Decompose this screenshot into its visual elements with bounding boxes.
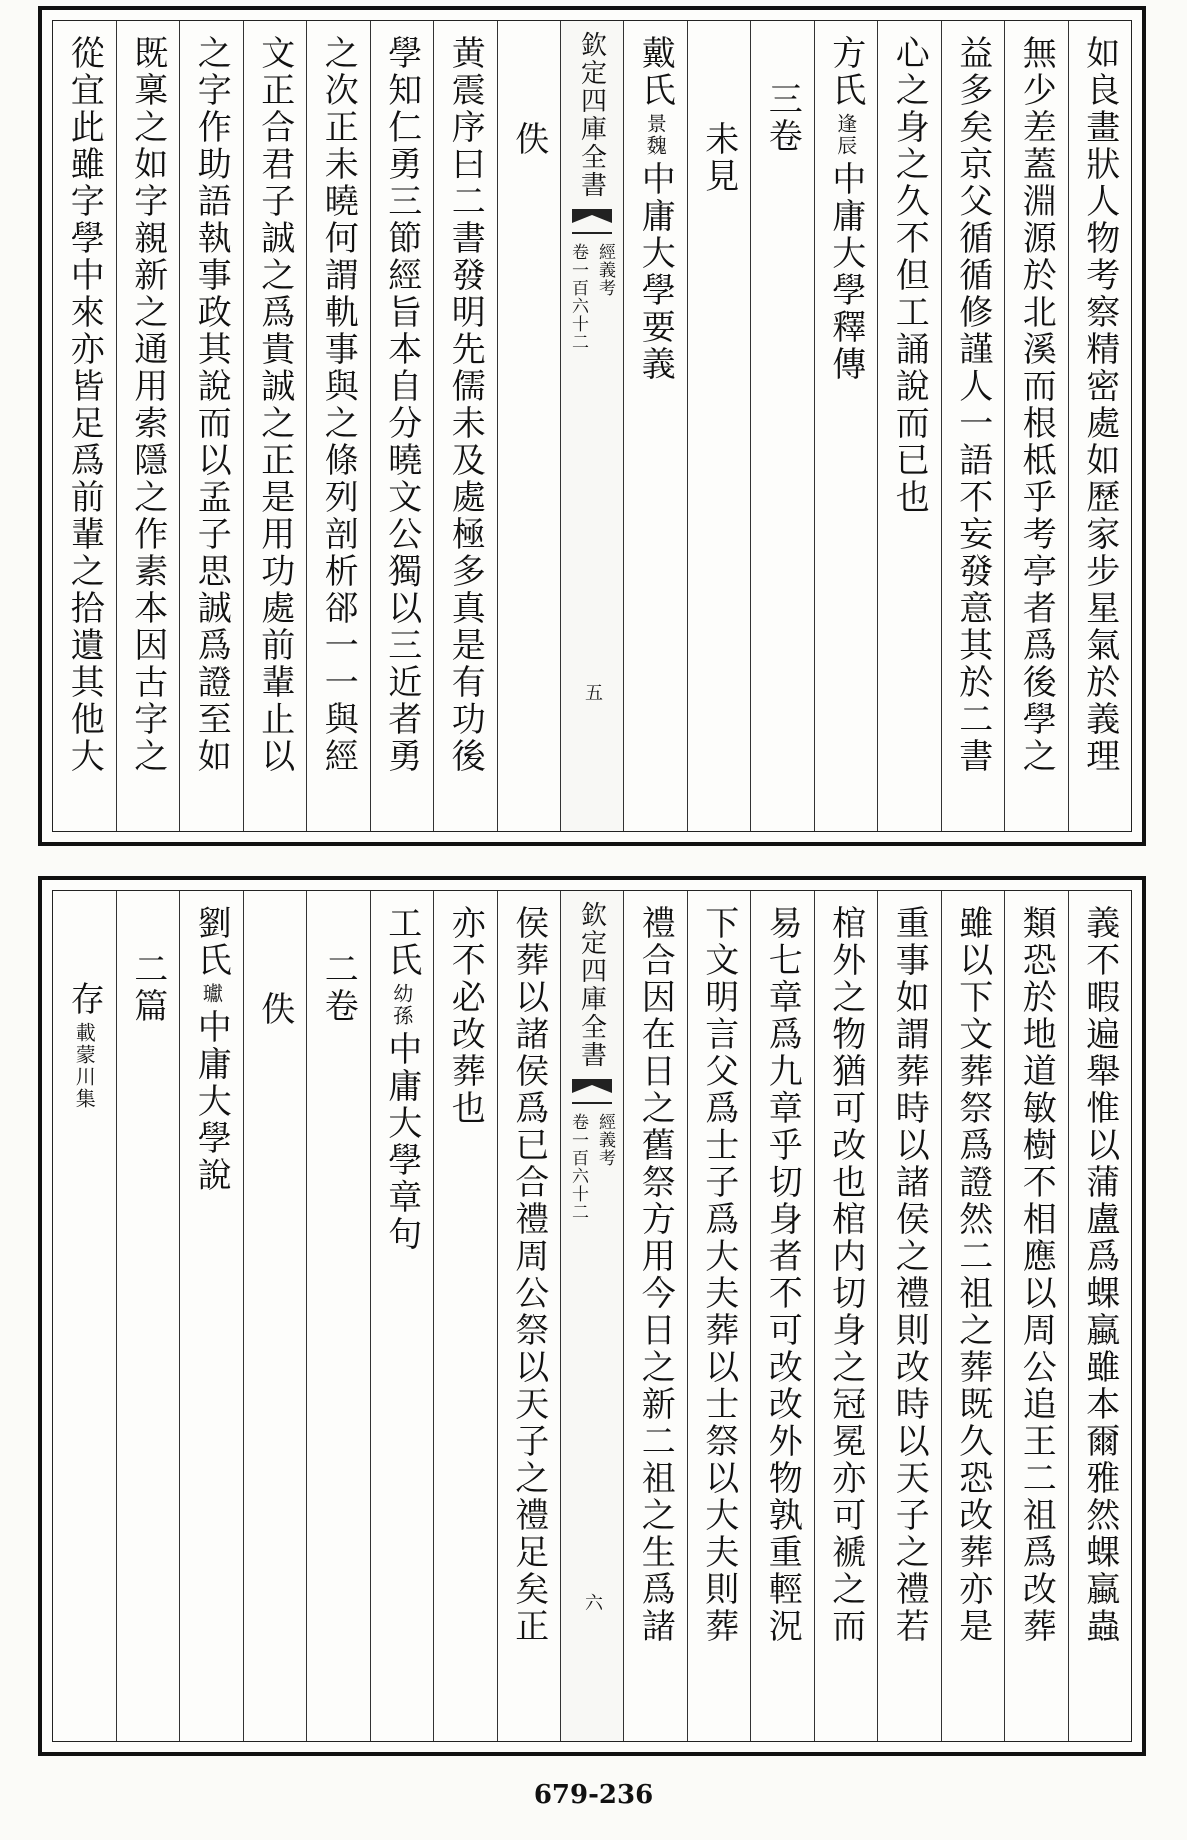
text-column [687, 891, 751, 1741]
column-text: 易七章爲九章乎切身者不可改改外物孰重輕況 [762, 905, 803, 1645]
entry-surname: 戴氏 [635, 35, 676, 109]
text-column [497, 891, 561, 1741]
entry-gong [370, 891, 434, 1741]
column-text: 禮合因在日之舊祭方用今日之新二祖之生爲諸 [635, 905, 676, 1645]
center-book: 經義考 [595, 243, 615, 297]
text-column [243, 21, 307, 831]
text-column [877, 21, 941, 831]
column-text: 之字作助語執事政其說而以孟子思誠爲證至如 [191, 35, 232, 775]
source-note: 載蒙川集 [72, 1022, 97, 1110]
status-text: 未見 [698, 121, 739, 195]
center-title: 欽定四庫全書 [576, 31, 607, 199]
entry-title: 中庸大學要義 [635, 161, 676, 383]
column-text: 既稟之如字親新之通用索隱之作素本因古字之 [127, 35, 168, 775]
entry-dai [623, 21, 687, 831]
entry-title: 中庸大學說 [191, 1009, 232, 1194]
center-volume: 卷一百六十二 [568, 243, 588, 351]
entry-given-name: 幼孫 [389, 983, 414, 1027]
text-column [179, 21, 243, 831]
page-number: 五 [582, 683, 603, 701]
column-text: 下文明言父爲士子爲大夫葬以士祭以大夫則葬 [698, 905, 739, 1645]
text-column [116, 21, 180, 831]
column-text: 侯葬以諸侯爲已合禮周公祭以天子之禮足矣正 [508, 905, 549, 1645]
text-column [306, 891, 370, 1741]
column-text: 從宜此雖字學中來亦皆足爲前輩之拾遺其他大 [64, 35, 105, 775]
fishtail-ornament [572, 209, 612, 235]
center-book: 經義考 [595, 1113, 615, 1167]
column-text: 重事如謂葬時以諸侯之禮則改時以天子之禮若 [889, 905, 930, 1645]
column-text: 義不暇遍舉惟以蒲盧爲蜾蠃雖本爾雅然蜾蠃蟲 [1079, 905, 1120, 1645]
text-column [433, 891, 497, 1741]
text-column [941, 891, 1005, 1741]
entry-surname: 劉氏 [191, 905, 232, 979]
text-column [433, 21, 497, 831]
center-volume: 卷一百六十二 [568, 1113, 588, 1221]
text-column [243, 891, 307, 1741]
top-page [38, 6, 1146, 846]
column-text: 無少差蓋淵源於北溪而根柢乎考亭者爲後學之 [1016, 35, 1057, 775]
column-text: 亦不必改葬也 [445, 905, 486, 1127]
pian-count: 二篇 [127, 951, 168, 1025]
text-column [370, 21, 434, 831]
status-text: 存 [64, 981, 105, 1018]
column-text: 類恐於地道敏樹不相應以周公追王二祖爲改葬 [1016, 905, 1057, 1645]
center-title: 欽定四庫全書 [576, 901, 607, 1069]
text-column [941, 21, 1005, 831]
entry-given-name: 逢辰 [833, 113, 858, 157]
text-column [1004, 891, 1068, 1741]
center-fold [560, 21, 623, 831]
entry-title: 中庸大學章句 [381, 1031, 422, 1253]
entry-surname: 方氏 [825, 35, 866, 109]
entry-liu [179, 891, 243, 1741]
entry-cun [53, 891, 116, 1741]
column-text: 益多矣京父循循修謹人一語不妄發意其於二書 [952, 35, 993, 775]
text-column [116, 891, 180, 1741]
page-footer-number: 679-236 [533, 1780, 654, 1810]
juan-count: 三卷 [762, 81, 803, 155]
center-fold [560, 891, 623, 1741]
juan-count: 二卷 [318, 951, 359, 1025]
column-text: 之次正未曉何謂軌事與之條列剖析郤一一與經 [318, 35, 359, 775]
text-column [814, 891, 878, 1741]
entry-fang [814, 21, 878, 831]
bottom-page [38, 876, 1146, 1756]
column-text: 棺外之物猶可改也棺内切身之冠冕亦可褫之而 [825, 905, 866, 1645]
text-column [497, 21, 561, 831]
page-number: 六 [582, 1593, 603, 1611]
text-column [306, 21, 370, 831]
text-column [877, 891, 941, 1741]
column-text: 心之身之久不但工誦說而已也 [889, 35, 930, 516]
text-column [687, 21, 751, 831]
column-text: 雖以下文葬祭爲證然二祖之葬既久恐改葬亦是 [952, 905, 993, 1645]
status-text: 佚 [254, 991, 295, 1028]
entry-given-name: 景魏 [643, 113, 668, 157]
fishtail-ornament [572, 1079, 612, 1105]
column-text: 文正合君子誠之爲貴誠之正是用功處前輩止以 [254, 35, 295, 775]
text-column [750, 21, 814, 831]
text-column [1068, 891, 1132, 1741]
text-column [1068, 21, 1132, 831]
status-text: 佚 [508, 121, 549, 158]
column-text: 如良畫狀人物考察精密處如歷家步星氣於義理 [1079, 35, 1120, 775]
entry-surname: 工氏 [381, 905, 422, 979]
text-column [750, 891, 814, 1741]
column-text: 學知仁勇三節經旨本自分曉文公獨以三近者勇 [381, 35, 422, 775]
entry-given-name: 瓛 [199, 983, 224, 1005]
column-text: 黄震序曰二書發明先儒未及處極多真是有功後 [445, 35, 486, 775]
text-column [623, 891, 687, 1741]
text-column [1004, 21, 1068, 831]
entry-title: 中庸大學釋傳 [825, 161, 866, 383]
text-column [53, 21, 116, 831]
